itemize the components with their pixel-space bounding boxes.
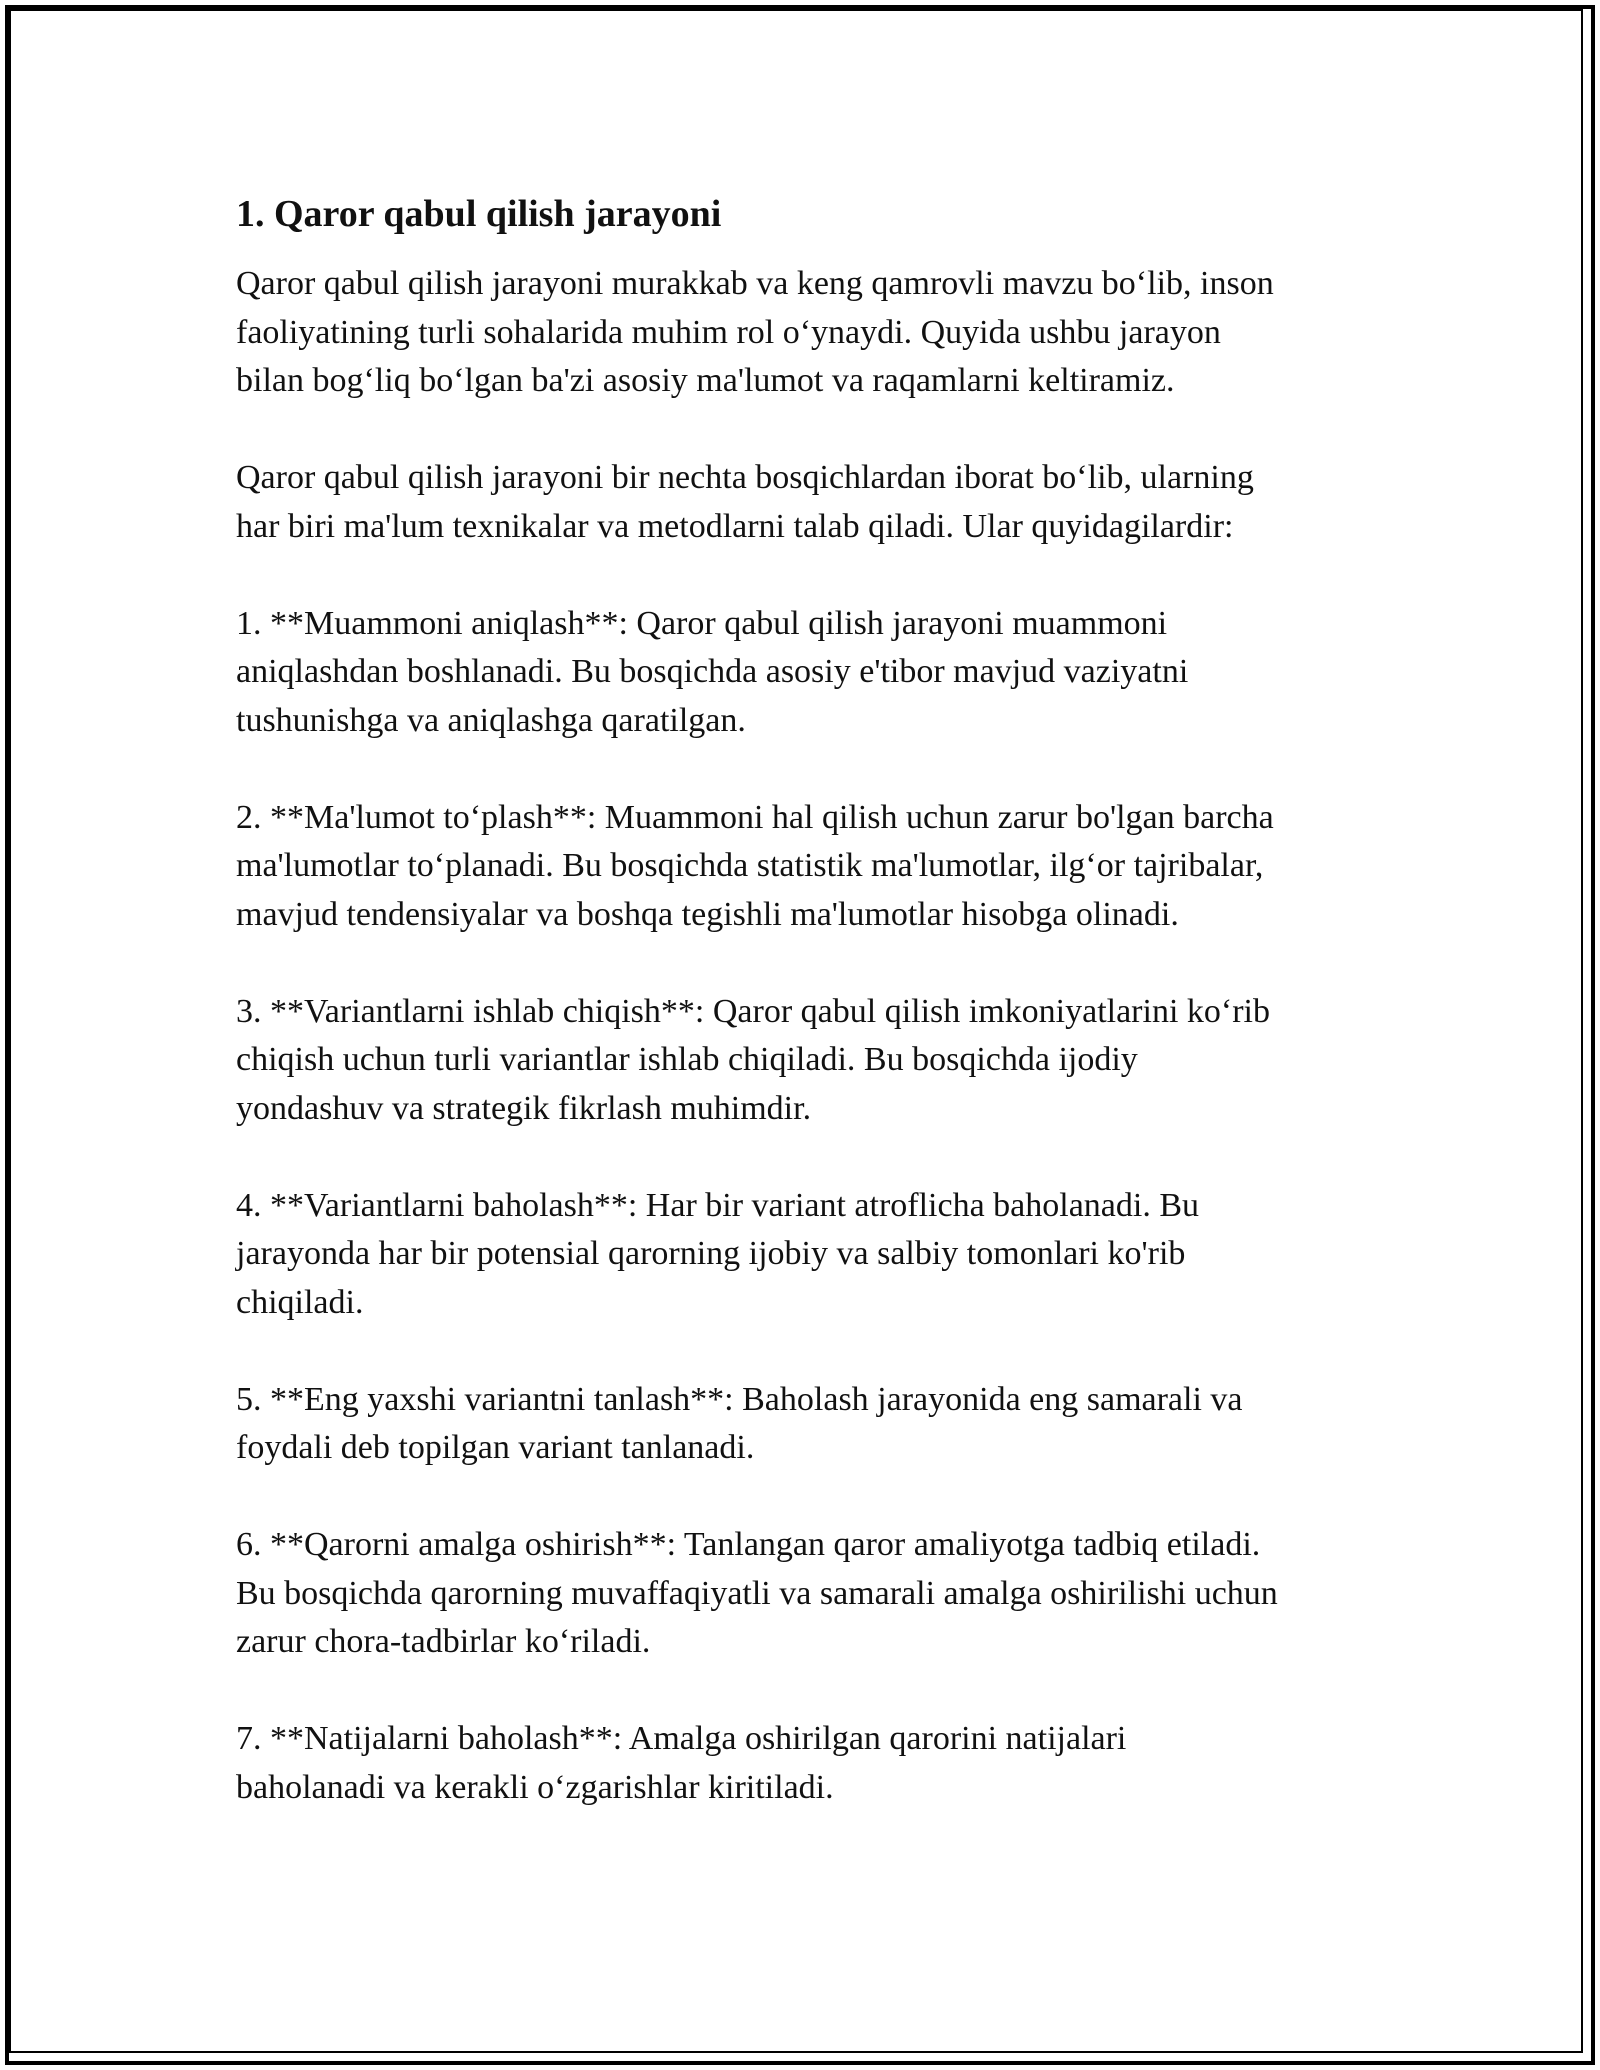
document-title: 1. Qaror qabul qilish jarayoni	[236, 193, 722, 235]
paragraph-line: yondashuv va strategik fikrlash muhimdir.	[236, 1089, 812, 1127]
paragraph	[236, 988, 1386, 1134]
paragraph	[236, 260, 1386, 406]
paragraph-line: chiqiladi.	[236, 1283, 364, 1321]
paragraph-line: baholanadi va kerakli o‘zgarishlar kiritiladi.	[236, 1768, 834, 1806]
paragraph-line: Qaror qabul qilish jarayoni bir nechta bosqichlardan iborat bo‘lib, ularning	[236, 459, 1254, 496]
paragraph-line: faoliyatining turli sohalarida muhim rol o‘ynaydi. Quyida ushbu jarayon	[236, 313, 1221, 351]
paragraph-line: bilan bog‘liq bo‘lgan ba'zi asosiy ma'lumot va raqamlarni keltiramiz.	[236, 362, 1175, 399]
document-body	[236, 186, 1386, 1861]
paragraph-line: foydali deb topilgan variant tanlanadi.	[236, 1429, 755, 1466]
paragraph-line: Qaror qabul qilish jarayoni murakkab va keng qamrovli mavzu bo‘lib, inson	[236, 265, 1274, 302]
paragraph-line: 5. **Eng yaxshi variantni tanlash**: Baholash jarayonida eng samarali va	[236, 1380, 1243, 1418]
paragraph-line: tushunishga va aniqlashga qaratilgan.	[236, 701, 746, 739]
paragraph-line: Bu bosqichda qarorning muvaffaqiyatli va samarali amalga oshirilishi uchun	[236, 1574, 1278, 1612]
paragraph-line: aniqlashdan boshlanadi. Bu bosqichda asosiy e'tibor mavjud vaziyatni	[236, 653, 1189, 690]
paragraph-line: 2. **Ma'lumot to‘plash**: Muammoni hal qilish uchun zarur bo'lgan barcha	[236, 798, 1274, 836]
paragraph-line: jarayonda har bir potensial qarorning ijobiy va salbiy tomonlari ko'rib	[236, 1235, 1186, 1272]
paragraph	[236, 600, 1386, 746]
paragraph-line: 6. **Qarorni amalga oshirish**: Tanlangan qaror amaliyotga tadbiq etiladi.	[236, 1526, 1261, 1563]
paragraph-line: 3. **Variantlarni ishlab chiqish**: Qaror qabul qilish imkoniyatlarini ko‘rib	[236, 992, 1270, 1030]
paragraph-line: har biri ma'lum texnikalar va metodlarni talab qiladi. Ular quyidagilardir:	[236, 507, 1234, 545]
paragraph-line: 1. **Muammoni aniqlash**: Qaror qabul qilish jarayoni muammoni	[236, 604, 1168, 642]
paragraph-list	[236, 260, 1386, 1812]
paragraph	[236, 794, 1386, 940]
paragraph	[236, 1182, 1386, 1328]
paragraph-line: 7. **Natijalarni baholash**: Amalga oshirilgan qarorini natijalari	[236, 1720, 1127, 1757]
paragraph	[236, 1521, 1386, 1667]
paragraph	[236, 1376, 1386, 1473]
paragraph-line: mavjud tendensiyalar va boshqa tegishli ma'lumotlar hisobga olinadi.	[236, 895, 1179, 933]
paragraph	[236, 454, 1386, 551]
paragraph	[236, 1715, 1386, 1812]
paragraph-line: chiqish uchun turli variantlar ishlab chiqiladi. Bu bosqichda ijodiy	[236, 1041, 1138, 1078]
paragraph-line: ma'lumotlar to‘planadi. Bu bosqichda statistik ma'lumotlar, ilg‘or tajribalar,	[236, 847, 1264, 884]
paragraph-line: 4. **Variantlarni baholash**: Har bir variant atroflicha baholanadi. Bu	[236, 1186, 1200, 1224]
paragraph-line: zarur chora-tadbirlar ko‘riladi.	[236, 1623, 651, 1660]
